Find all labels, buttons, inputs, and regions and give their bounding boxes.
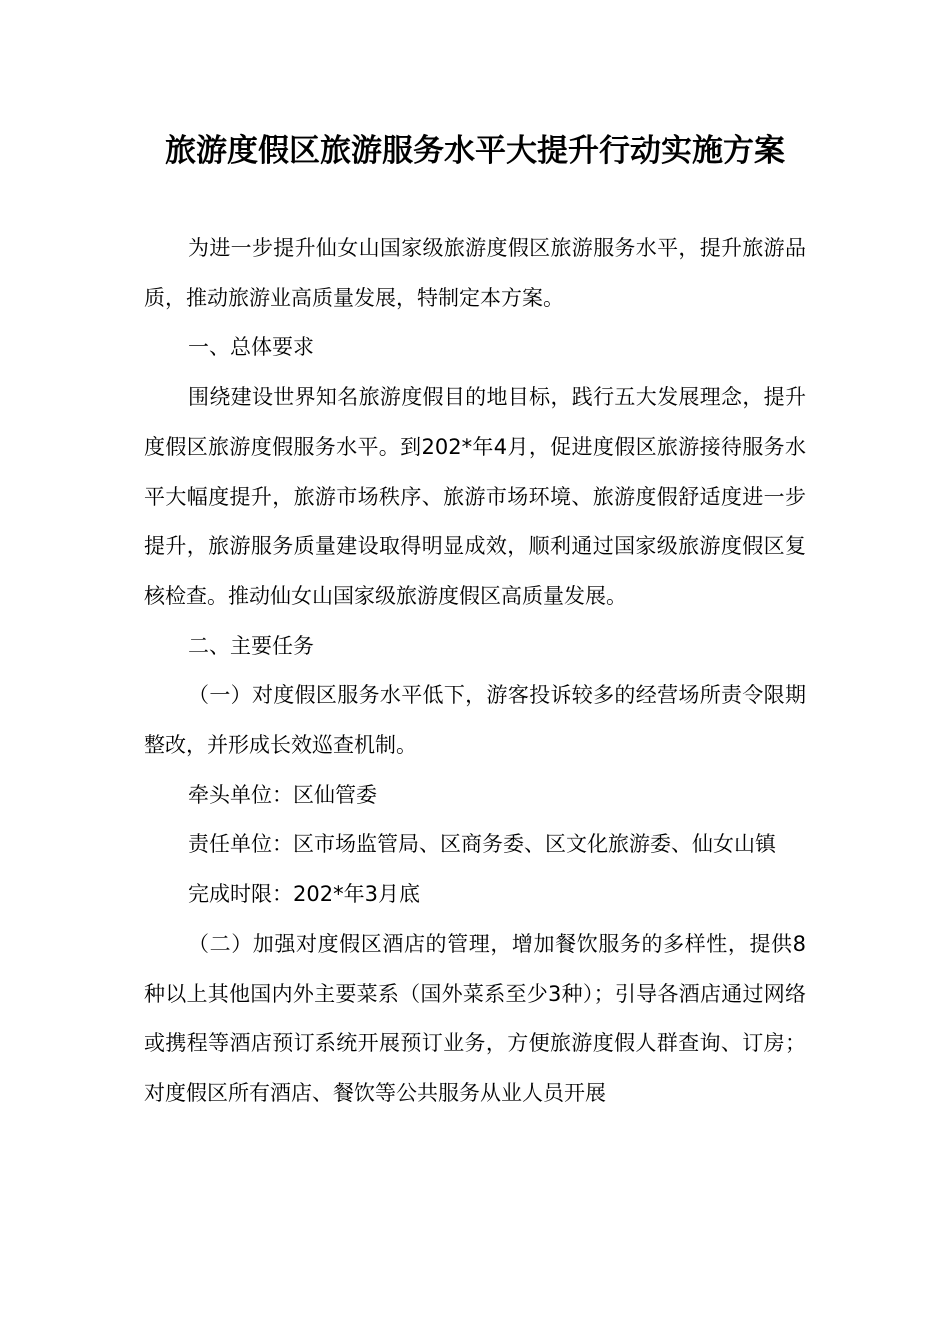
document-body xyxy=(144,224,806,1119)
task-1-lead-unit: 牵头单位：区仙管委 xyxy=(188,782,377,807)
section-heading-main-tasks: 二、主要任务 xyxy=(188,633,314,658)
task-1-deadline: 完成时限：202*年3月底 xyxy=(188,882,420,907)
intro-paragraph: 为进一步提升仙女山国家级旅游度假区旅游服务水平，提升旅游品质，推动旅游业高质量发展，特制定本方案。 xyxy=(144,236,806,310)
task-1-responsible-units: 责任单位：区市场监管局、区商务委、区文化旅游委、仙女山镇 xyxy=(188,832,776,857)
task-2-paragraph: （二）加强对度假区酒店的管理，增加餐饮服务的多样性，提供8种以上其他国内外主要菜系（国外菜系至少3种）；引导各酒店通过网络或携程等酒店预订系统开展预订业务，方便旅游度假人群查询、订房；对度假区所有酒店、餐饮等公共服务从业人员开展 xyxy=(144,931,806,1105)
document-title: 旅游度假区旅游服务水平大提升行动实施方案 xyxy=(165,133,785,169)
task-1-paragraph: （一）对度假区服务水平低下，游客投诉较多的经营场所责令限期整改，并形成长效巡查机制。 xyxy=(144,683,806,758)
general-requirements-paragraph: 围绕建设世界知名旅游度假目的地目标，践行五大发展理念，提升度假区旅游度假服务水平。到202*年4月，促进度假区旅游接待服务水平大幅度提升，旅游市场秩序、旅游市场环境、旅游度假舒适度进一步提升，旅游服务质量建设取得明显成效，顺利通过国家级旅游度假区复核检查。推动仙女山国家级旅游度假区高质量发展。 xyxy=(144,385,806,608)
section-heading-general-requirements: 一、总体要求 xyxy=(188,335,314,360)
